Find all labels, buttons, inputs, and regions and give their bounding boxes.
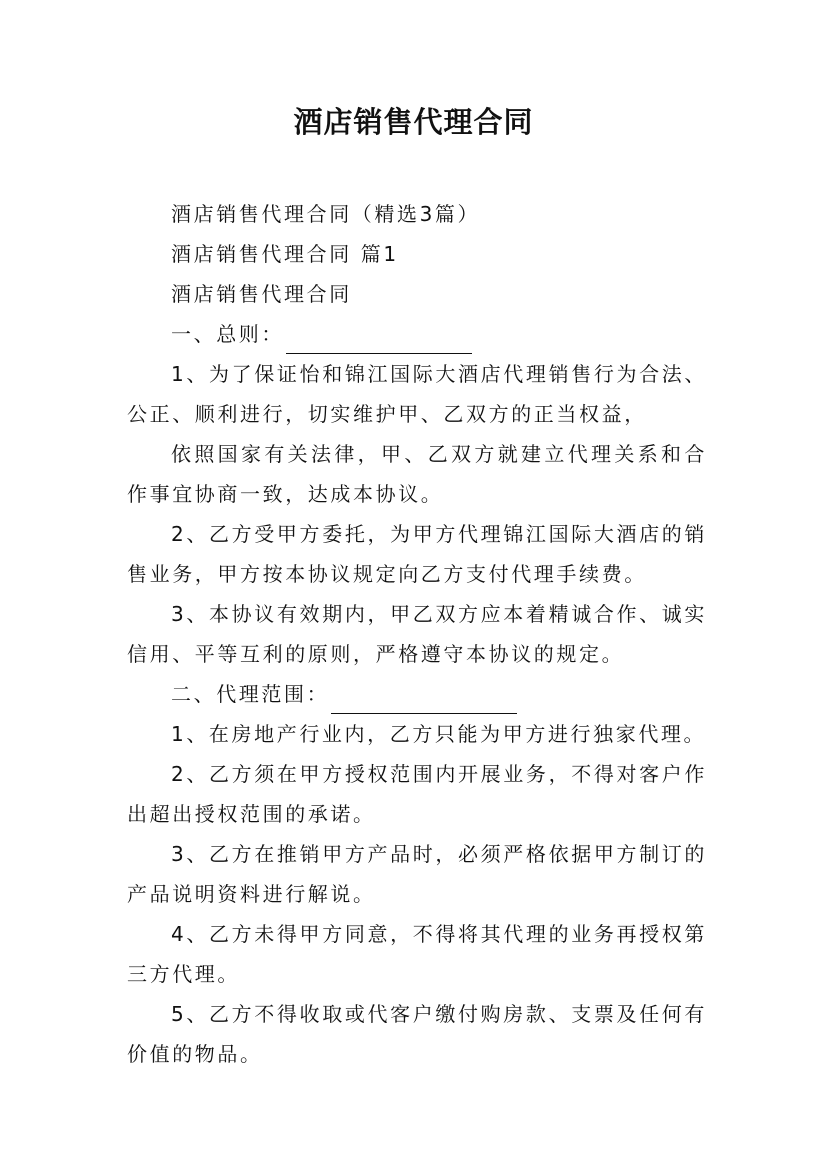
paragraph-clause: 1、在房地产行业内，乙方只能为甲方进行独家代理。 <box>171 722 707 746</box>
fill-in-blank-line <box>331 691 517 714</box>
section-heading-scope-label: 二、代理范围： <box>171 682 330 706</box>
document-title: 酒店销售代理合同 <box>293 105 534 139</box>
paragraph-clause: 5、乙方不得收取或代客户缴付购房款、支票及任何有价值的物品。 <box>127 1002 707 1066</box>
paragraph-subtitle: 酒店销售代理合同（精选3篇） <box>171 202 481 226</box>
section-heading-general-label: 一、总则： <box>171 322 284 346</box>
paragraph-article-heading: 酒店销售代理合同 篇1 <box>171 242 399 266</box>
document-body <box>127 194 707 1074</box>
section-heading-general <box>127 314 707 354</box>
paragraph-clause: 3、乙方在推销甲方产品时，必须严格依据甲方制订的产品说明资料进行解说。 <box>127 842 707 906</box>
section-heading-scope <box>127 674 707 714</box>
fill-in-blank-line <box>286 331 472 354</box>
paragraph-clause: 4、乙方未得甲方同意，不得将其代理的业务再授权第三方代理。 <box>127 922 707 986</box>
paragraph-clause: 3、本协议有效期内，甲乙双方应本着精诚合作、诚实信用、平等互利的原则，严格遵守本协议的规定。 <box>127 602 707 666</box>
paragraph-clause: 依照国家有关法律，甲、乙双方就建立代理关系和合作事宜协商一致，达成本协议。 <box>127 442 707 506</box>
paragraph-clause: 2、乙方受甲方委托，为甲方代理锦江国际大酒店的销售业务，甲方按本协议规定向乙方支付代理手续费。 <box>127 522 707 586</box>
paragraph-clause: 1、为了保证怡和锦江国际大酒店代理销售行为合法、公正、顺利进行，切实维护甲、乙双方的正当权益， <box>127 362 707 426</box>
paragraph-clause: 2、乙方须在甲方授权范围内开展业务，不得对客户作出超出授权范围的承诺。 <box>127 762 707 826</box>
paragraph-contract-name: 酒店销售代理合同 <box>171 282 352 306</box>
